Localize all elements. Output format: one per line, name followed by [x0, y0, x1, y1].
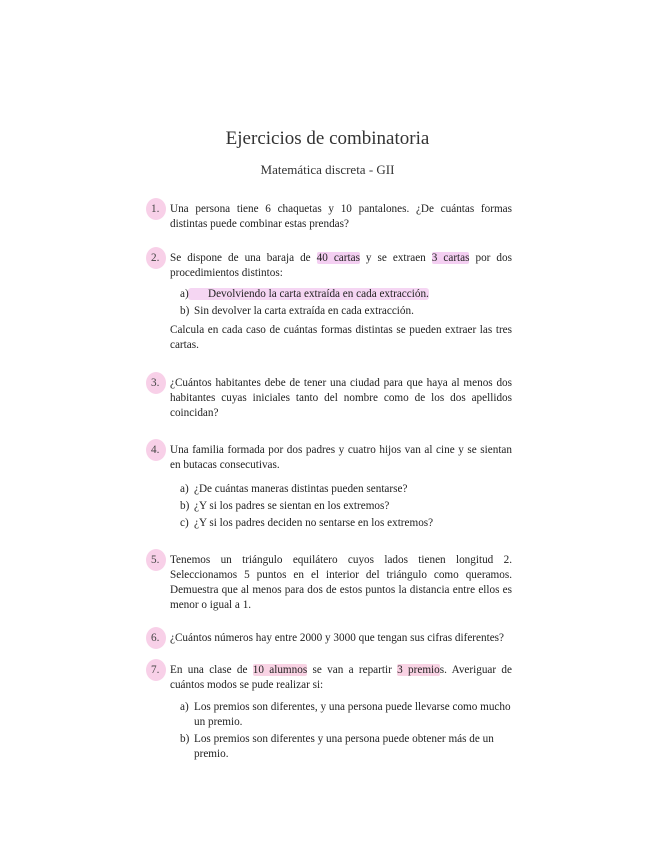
sub-item-text: ¿Y si los padres se sientan en los extremos? — [194, 500, 390, 512]
sub-item-text: ¿Y si los padres deciden no sentarse en los extremos? — [194, 517, 434, 529]
sub-item — [180, 499, 512, 514]
exercise-number: 1. — [151, 203, 160, 215]
sub-item-text: Devolviendo la carta extraída en cada extracción. — [208, 288, 429, 300]
document-subtitle: Matemática discreta - GII — [260, 162, 395, 177]
sub-item — [180, 482, 512, 497]
exercise-text: Una familia formada por dos padres y cuatro hijos van al cine y se sientan en butacas consecutivas. — [170, 444, 512, 471]
exercise-4 — [151, 443, 512, 531]
intro-text: se van a repartir — [307, 664, 398, 676]
sub-item — [180, 732, 512, 762]
intro-text: por dos procedimientos distintos: — [170, 252, 512, 279]
exercise-text: ¿Cuántos números hay entre 2000 y 3000 que tengan sus cifras diferentes? — [170, 632, 504, 644]
exercise-number: 5. — [151, 554, 160, 566]
sub-item-text: ¿De cuántas maneras distintas pueden sentarse? — [194, 483, 408, 495]
sub-item-mark: b) — [180, 733, 190, 745]
sub-item-mark: a) — [180, 701, 189, 713]
sub-item-mark: c) — [180, 517, 189, 529]
exercise-3 — [151, 376, 512, 421]
sub-item-text: Sin devolver la carta extraída en cada extracción. — [194, 305, 414, 317]
highlighted-item — [180, 288, 429, 300]
exercise-5 — [151, 553, 512, 613]
sub-item — [180, 700, 512, 730]
highlighted-text: 40 cartas — [316, 252, 360, 264]
intro-text: s. Averiguar de cuántos modos se pude realizar si: — [170, 664, 512, 691]
sub-item-mark: a) — [180, 483, 189, 495]
exercise-list — [151, 202, 512, 777]
sub-item-text: Los premios son diferentes, y una persona puede llevarse como mucho un premio. — [194, 701, 511, 728]
exercise-text: Tenemos un triángulo equilátero cuyos lados tienen longitud 2. Seleccionamos 5 puntos en el interior del triángulo como queramos. Demuestra que al menos para dos de estos puntos la distancia entre ellos es menor o igual a 1. — [170, 554, 512, 611]
exercise-6 — [151, 631, 512, 646]
exercise-number: 4. — [151, 444, 160, 456]
intro-text: y se extraen — [359, 252, 432, 264]
highlighted-text: 10 alumnos — [252, 664, 308, 676]
exercise-7 — [151, 663, 512, 762]
exercise-number: 3. — [151, 377, 160, 389]
sub-item-mark: b) — [180, 500, 190, 512]
exercise-1 — [151, 202, 512, 232]
sub-item-mark: a) — [180, 288, 189, 300]
exercise-intro — [170, 251, 512, 281]
exercise-text: ¿Cuántos habitantes debe de tener una ciudad para que haya al menos dos habitantes cuyas iniciales tanto del nombre como de los dos apellidos coincidan? — [170, 377, 512, 419]
sub-item — [180, 287, 512, 302]
exercise-2 — [151, 251, 512, 353]
exercise-number: 6. — [151, 632, 160, 644]
exercise-number: 2. — [151, 252, 160, 264]
intro-text: Se dispone de una baraja de — [170, 252, 317, 264]
document-title: Ejercicios de combinatoria — [225, 128, 430, 149]
intro-text: En una clase de — [170, 664, 253, 676]
sub-item-list — [170, 287, 512, 319]
exercise-number: 7. — [151, 664, 160, 676]
sub-item-list — [170, 700, 512, 762]
sub-item — [180, 516, 512, 531]
exercise-closing: Calcula en cada caso de cuántas formas distintas se pueden extraer las tres cartas. — [170, 324, 512, 351]
highlighted-text: 3 premio — [397, 664, 440, 676]
sub-item-list — [170, 482, 512, 531]
exercise-intro — [170, 663, 512, 693]
highlighted-text: 3 cartas — [431, 252, 470, 264]
sub-item — [180, 304, 512, 319]
exercise-text: Una persona tiene 6 chaquetas y 10 pantalones. ¿De cuántas formas distintas puede combinar estas prendas? — [170, 203, 512, 230]
sub-item-text: Los premios son diferentes y una persona puede obtener más de un premio. — [194, 733, 494, 760]
sub-item-mark: b) — [180, 305, 190, 317]
